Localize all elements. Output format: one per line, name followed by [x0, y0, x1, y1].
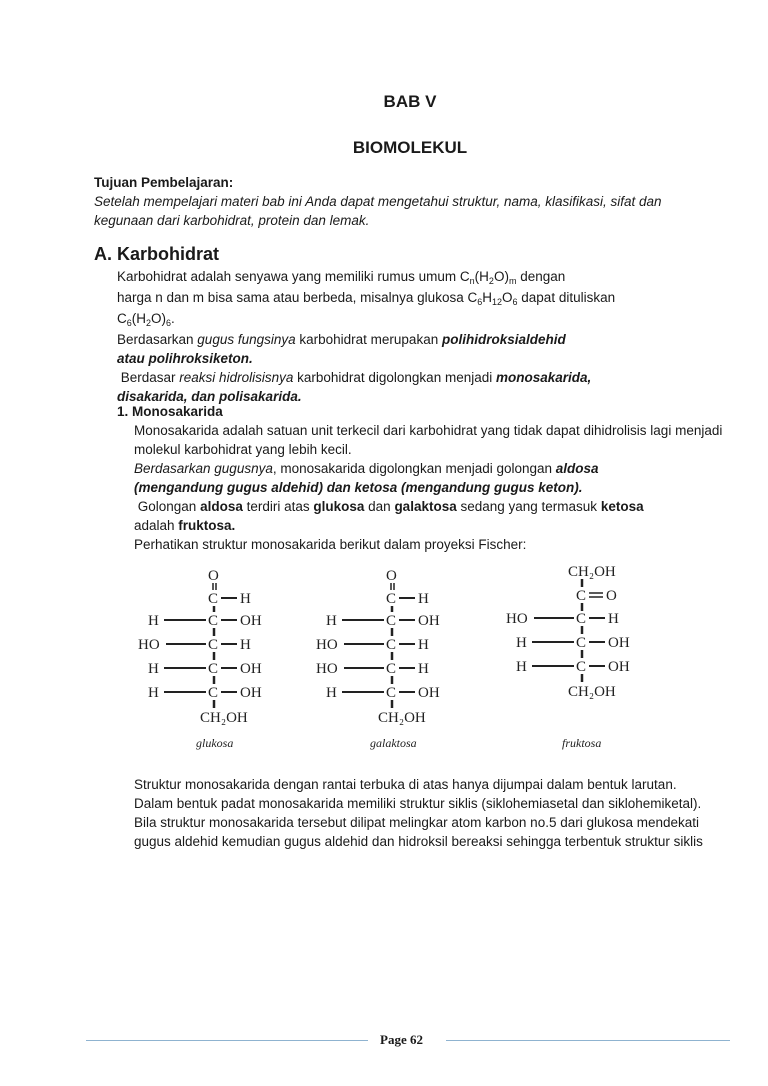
footer-rule-right — [446, 1040, 730, 1041]
svg-text:C: C — [208, 613, 219, 629]
svg-text:O: O — [606, 588, 617, 604]
page-number: Page 62 — [380, 1032, 423, 1047]
footer-rule-left — [86, 1040, 368, 1041]
svg-text:H: H — [418, 637, 429, 653]
open-chain-note: Struktur monosakarida dengan rantai terbuka di atas hanya dijumpai dalam bentuk larutan. Dalam bentuk padat monosakarida memiliki struktur siklis (siklohemiasetal dan siklohemiketal). — [134, 777, 702, 811]
svg-text:H: H — [240, 591, 251, 607]
svg-text:H: H — [240, 637, 251, 653]
svg-text:H: H — [516, 635, 527, 651]
glucose-row-1 — [148, 606, 262, 629]
mono-groups: Golongan aldosa terdiri atas glukosa dan galaktosa sedang yang termasuk ketosa adalah fruktosa. — [134, 499, 644, 533]
goals-text: Setelah mempelajari materi bab ini Anda dapat mengetahui struktur, nama, klasifikasi, sifat dan kegunaan dari karbohidrat, protein dan lemak. — [94, 194, 662, 228]
galactose-row-2 — [316, 628, 429, 653]
svg-text:CH₂OH: CH₂OH — [568, 564, 616, 580]
svg-text:HO: HO — [316, 637, 338, 653]
carbohydrate-definition: Karbohidrat adalah senyawa yang memiliki rumus umum $C_n(H_2O)_m$ dengan harga n dan m bisa sama atau berbeda, misalnya glukosa $C_6H_{12}O_6$ dapat dituliskan $C_6(H_2O)_6$. Berdasarkan gugus fungsinya karbohidrat merupakan polihidroksialdehid atau polihroksiketon. Berdasar reaksi hidrolisisnya karbohidrat digolongkan menjadi monosakarida, disakarida, dan polisakarida. — [117, 269, 616, 404]
svg-text:C: C — [208, 685, 219, 701]
svg-text:C: C — [576, 659, 587, 675]
svg-text:H: H — [326, 685, 337, 701]
svg-text:O: O — [386, 568, 397, 584]
glucose-row-2 — [138, 628, 251, 653]
svg-text:C: C — [386, 661, 397, 677]
galactose-row-4 — [326, 676, 440, 701]
cyclization-note: Bila struktur monosakarida tersebut dilipat melingkar atom karbon no.5 dari glukosa mendekati gugus aldehid kemudian gugus aldehid dan hidroksil bereaksi sehingga terbentuk struktur siklis — [134, 815, 703, 849]
svg-text:H: H — [418, 591, 429, 607]
fructose-row-1 — [506, 603, 619, 627]
chapter-label: BAB V — [383, 92, 437, 111]
svg-text:C: C — [386, 591, 397, 607]
fructose-row-3 — [516, 650, 630, 675]
monosaccharide-heading: 1. Monosakarida — [117, 404, 223, 419]
svg-text:CH₂OH: CH₂OH — [378, 710, 426, 726]
svg-text:OH: OH — [418, 613, 440, 629]
monosaccharide-text — [134, 421, 734, 554]
chapter-title: BIOMOLEKUL — [352, 138, 468, 157]
svg-text:OH: OH — [608, 635, 630, 651]
svg-text:O: O — [208, 568, 219, 584]
svg-text:OH: OH — [240, 661, 262, 677]
goals-label: Tujuan Pembelajaran: — [94, 175, 234, 190]
svg-text:C: C — [386, 613, 397, 629]
fructose-caption: fruktosa — [562, 736, 602, 750]
svg-text:OH: OH — [418, 685, 440, 701]
section-a-heading: A. Karbohidrat — [94, 244, 220, 264]
svg-text:CH₂OH: CH₂OH — [200, 710, 248, 726]
monosaccharide-cyclic-text — [134, 775, 714, 851]
svg-text:HO: HO — [506, 611, 528, 627]
svg-text:OH: OH — [240, 613, 262, 629]
svg-text:H: H — [418, 661, 429, 677]
svg-text:H: H — [148, 661, 159, 677]
fischer-projections — [120, 560, 640, 760]
svg-text:C: C — [386, 685, 397, 701]
galactose-caption: galaktosa — [370, 736, 417, 750]
svg-text:HO: HO — [138, 637, 160, 653]
svg-text:H: H — [608, 611, 619, 627]
svg-text:C: C — [208, 661, 219, 677]
galactose-structure — [316, 568, 440, 750]
mono-classification: Berdasarkan gugusnya, monosakarida digolongkan menjadi golongan aldosa (mengandung gugus aldehid) dan ketosa (mengandung gugus keton). — [134, 461, 599, 495]
fructose-structure — [506, 564, 630, 750]
mono-definition: Monosakarida adalah satuan unit terkecil dari karbohidrat yang tidak dapat dihidrolisis lagi menjadi molekul karbohidrat yang lebih kecil. — [134, 423, 723, 457]
glucose-structure — [138, 568, 262, 750]
svg-text:C: C — [576, 588, 587, 604]
glucose-row-4 — [148, 676, 262, 701]
svg-text:C: C — [576, 611, 587, 627]
svg-text:HO: HO — [316, 661, 338, 677]
svg-text:OH: OH — [608, 659, 630, 675]
svg-text:C: C — [576, 635, 587, 651]
svg-text:H: H — [148, 685, 159, 701]
galactose-row-1 — [326, 606, 440, 629]
fructose-row-2 — [516, 626, 630, 651]
svg-text:H: H — [326, 613, 337, 629]
svg-text:C: C — [386, 637, 397, 653]
glucose-row-3 — [148, 652, 262, 677]
svg-text:H: H — [148, 613, 159, 629]
svg-text:OH: OH — [240, 685, 262, 701]
galactose-row-3 — [316, 652, 429, 677]
glucose-caption: glukosa — [196, 736, 234, 750]
svg-text:CH₂OH: CH₂OH — [568, 684, 616, 700]
svg-text:C: C — [208, 637, 219, 653]
svg-text:H: H — [516, 659, 527, 675]
fischer-intro: Perhatikan struktur monosakarida berikut dalam proyeksi Fischer: — [134, 537, 527, 552]
svg-text:C: C — [208, 591, 219, 607]
